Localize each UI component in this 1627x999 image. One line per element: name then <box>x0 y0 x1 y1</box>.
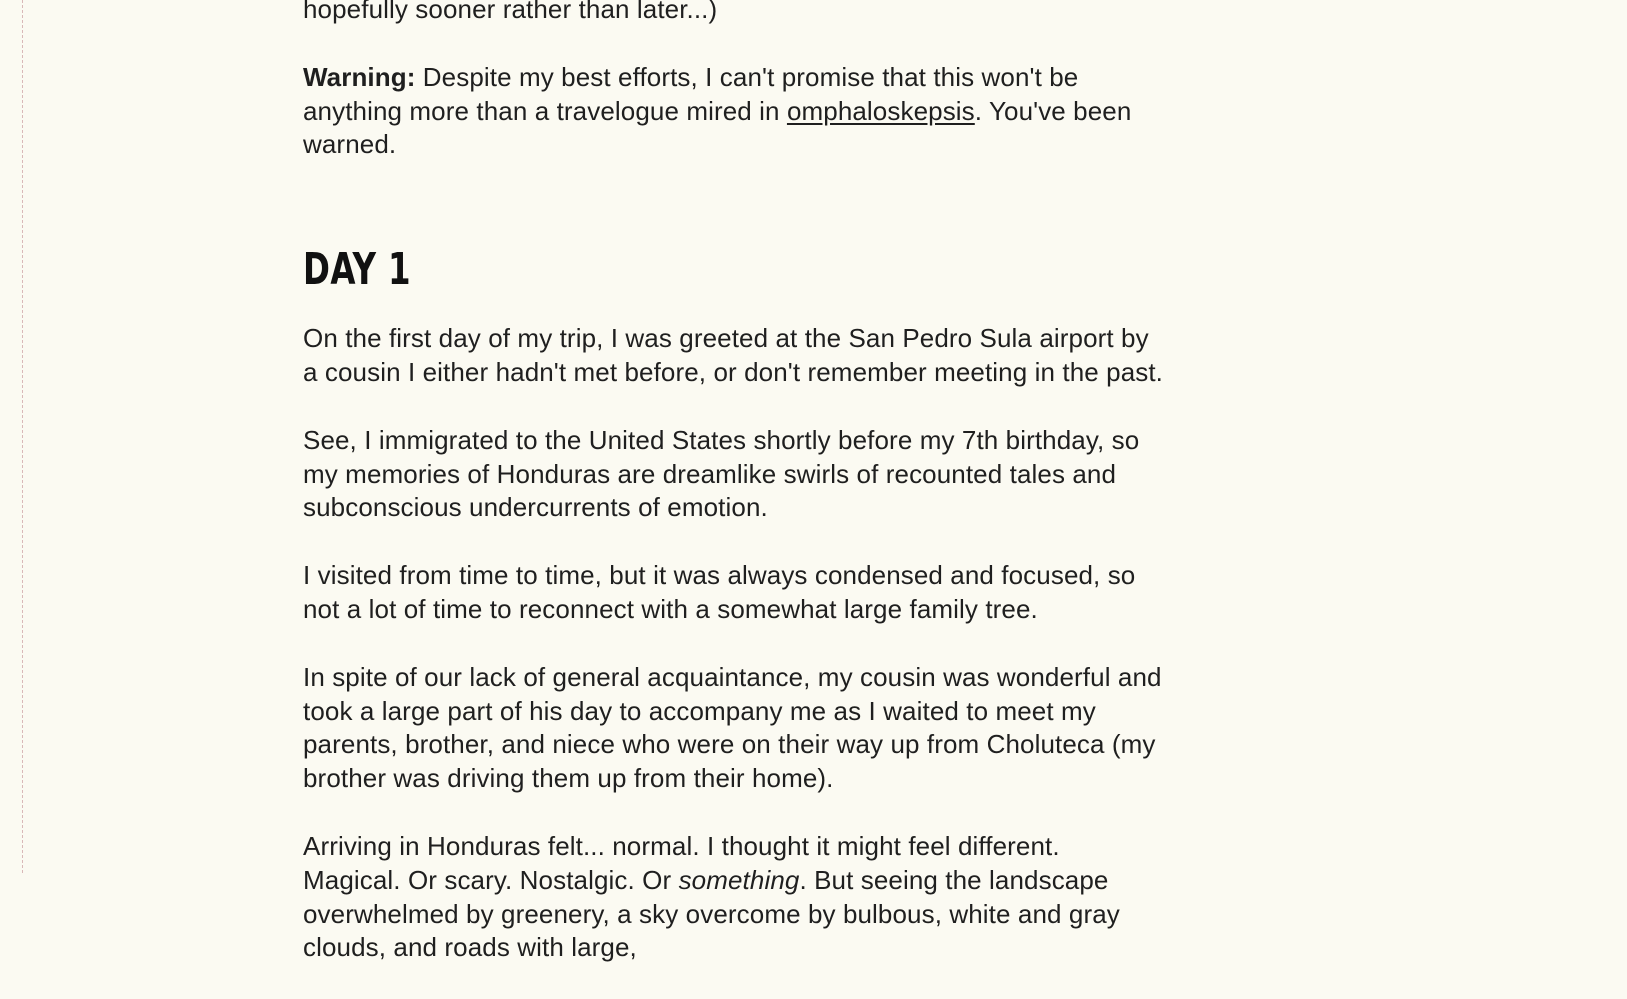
article-body <box>303 0 1163 999</box>
warning-text-before-link: Despite my best efforts, I can't promise that this won't be anything more than a travelogue mired in <box>303 61 1079 126</box>
day-1-heading: DAY 1 <box>303 244 412 296</box>
paragraph-5 <box>303 830 1163 965</box>
paragraph-3: I visited from time to time, but it was always condensed and focused, so not a lot of time to reconnect with a somewhat large family tree. <box>303 560 1136 624</box>
paragraph-5-part2: . But seeing the landscape overwhelmed by greenery, a sky overcome by bulbous, white and gray clouds, and roads with large, <box>303 864 1120 963</box>
warning-text-after-link: . You've been warned. <box>303 95 1132 160</box>
warning-paragraph <box>303 61 1163 162</box>
paragraph-2: See, I immigrated to the United States shortly before my 7th birthday, so my memories of Honduras are dreamlike swirls of recounted tales and subconscious undercurrents of emotion. <box>303 424 1140 523</box>
margin-rule <box>22 0 23 873</box>
paragraph-4: In spite of our lack of general acquaintance, my cousin was wonderful and took a large part of his day to accompany me as I waited to meet my parents, brother, and niece who were on their way up from Choluteca (my brother was driving them up from their home). <box>303 661 1162 794</box>
omphaloskepsis-link[interactable]: omphaloskepsis <box>786 95 975 126</box>
intro-tail-paragraph: hopefully sooner rather than later...) <box>303 0 718 24</box>
paragraph-5-part1: Arriving in Honduras felt... normal. I thought it might feel different. Magical. Or scary. Nostalgic. Or <box>303 830 1060 895</box>
paragraph-5-emphasis: something <box>678 864 800 895</box>
paragraph-1: On the first day of my trip, I was greeted at the San Pedro Sula airport by a cousin I either hadn't met before, or don't remember meeting in the past. <box>303 323 1164 387</box>
warning-label: Warning: <box>303 61 416 92</box>
